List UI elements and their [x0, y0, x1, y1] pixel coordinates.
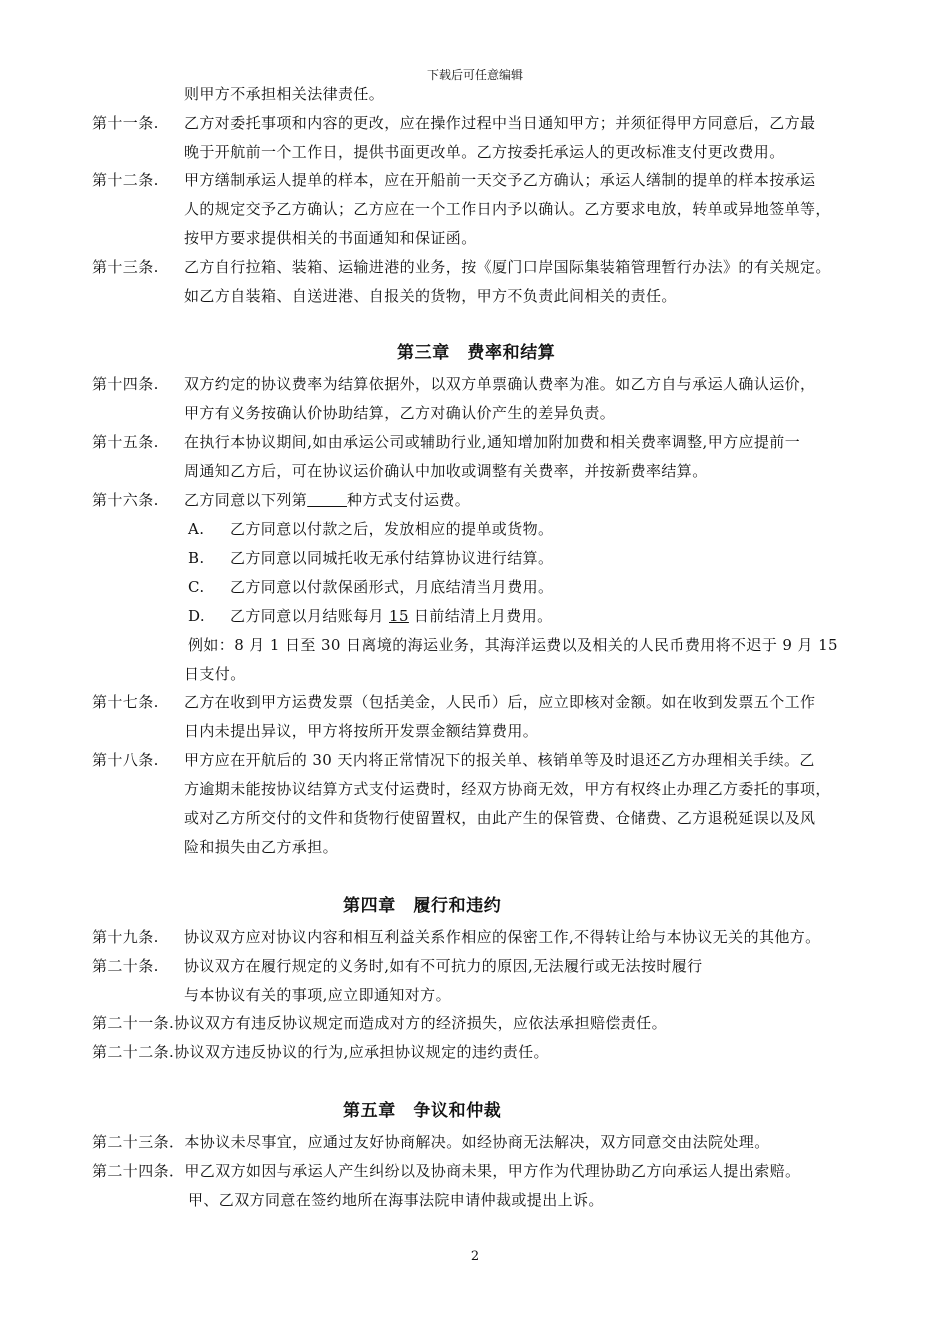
- text-line: 第二十四条．甲乙双方如因与承运人产生纠纷以及协商未果，甲方作为代理协助乙方向承运人提出索赔。: [92, 1162, 801, 1180]
- option-text: 乙方同意以付款保函形式，月底结清当月费用。: [230, 578, 554, 596]
- article-number: 第十一条.: [92, 114, 159, 132]
- text-line: 甲方缮制承运人提单的样本，应在开船前一天交予乙方确认；承运人缮制的提单的样本按承运: [184, 171, 816, 189]
- text-line: 甲方有义务按确认价协助结算，乙方对确认价产生的差异负责。: [184, 404, 616, 422]
- text-line: 乙方对委托事项和内容的更改，应在操作过程中当日通知甲方；并须征得甲方同意后，乙方最: [184, 114, 816, 132]
- chapter-heading: 第三章 费率和结算: [397, 343, 556, 363]
- text-line: 第二十一条.协议双方有违反协议规定而造成对方的经济损失，应依法承担赔偿责任。: [92, 1014, 667, 1032]
- text-line: 第二十三条．本协议未尽事宜，应通过友好协商解决。如经协商无法解决，双方同意交由法院处理。: [92, 1133, 770, 1151]
- text-line: [184, 490, 470, 510]
- blank-underline: [307, 491, 347, 509]
- text-line: 乙方在收到甲方运费发票（包括美金，人民币）后，应立即核对金额。如在收到发票五个工作: [184, 693, 816, 711]
- article-number: 第十九条.: [92, 928, 159, 946]
- text-line: 第二十二条.协议双方违反协议的行为,应承担协议规定的违约责任。: [92, 1043, 549, 1061]
- text-line: 例如：8 月 1 日至 30 日离境的海运业务，其海洋运费以及相关的人民币费用将不迟于 9 月 15: [188, 636, 838, 654]
- text-line: 晚于开航前一个工作日，提供书面更改单。乙方按委托承运人的更改标准支付更改费用。: [184, 143, 785, 161]
- text-fragment: 乙方同意以月结账每月: [230, 607, 385, 625]
- text-line: 甲、乙双方同意在签约地所在海事法院申请仲裁或提出上诉。: [188, 1191, 604, 1209]
- option-letter: D.: [188, 607, 206, 625]
- text-fragment: 乙方同意以下列第: [184, 491, 308, 509]
- text-line: 协议双方应对协议内容和相互利益关系作相应的保密工作,不得转让给与本协议无关的其他方。: [184, 928, 821, 946]
- article-number: 第十八条.: [92, 751, 159, 769]
- text-line: 日内未提出异议，甲方将按所开发票金额结算费用。: [184, 722, 539, 740]
- text-line: 按甲方要求提供相关的书面通知和保证函。: [184, 229, 477, 247]
- article-number: 第十六条.: [92, 491, 159, 509]
- article-number: 第十三条.: [92, 258, 159, 276]
- text-line: 则甲方不承担相关法律责任。: [184, 85, 385, 103]
- text-line: 甲方应在开航后的 30 天内将正常情况下的报关单、核销单等及时退还乙方办理相关手续。乙: [184, 751, 815, 769]
- page-number: 2: [470, 1249, 480, 1264]
- text-line: 周通知乙方后，可在协议运价确认中加收或调整有关费率，并按新费率结算。: [184, 462, 708, 480]
- text-line: 如乙方自装箱、自送进港、自报关的货物，甲方不负责此间相关的责任。: [184, 287, 677, 305]
- day-value: 15: [389, 607, 409, 625]
- text-line: 乙方自行拉箱、装箱、运输进港的业务，按《厦门口岸国际集装箱管理暂行办法》的有关规定。: [184, 258, 831, 276]
- option-text: [230, 606, 553, 626]
- chapter-heading: 第五章 争议和仲裁: [343, 1101, 502, 1121]
- text-line: 险和损失由乙方承担。: [184, 838, 339, 856]
- text-line: 日支付。: [184, 665, 246, 683]
- text-line: 与本协议有关的事项,应立即通知对方。: [184, 986, 451, 1004]
- option-letter: B.: [188, 549, 205, 567]
- option-letter: C.: [188, 578, 205, 596]
- text-line: 方逾期未能按协议结算方式支付运费时，经双方协商无效，甲方有权终止办理乙方委托的事项，: [184, 780, 831, 798]
- text-line: 或对乙方所交付的文件和货物行使留置权，由此产生的保管费、仓储费、乙方退税延误以及风: [184, 809, 816, 827]
- text-line: 在执行本协议期间,如由承运公司或辅助行业,通知增加附加费和相关费率调整,甲方应提前一: [184, 433, 801, 451]
- page-header: 下载后可任意编辑: [426, 68, 523, 82]
- chapter-heading: 第四章 履行和违约: [343, 896, 502, 916]
- article-number: 第十七条.: [92, 693, 159, 711]
- text-line: 双方约定的协议费率为结算依据外，以双方单票确认费率为准。如乙方自与承运人确认运价，: [184, 375, 816, 393]
- text-line: 协议双方在履行规定的义务时,如有不可抗力的原因,无法履行或无法按时履行: [184, 957, 703, 975]
- option-text: 乙方同意以付款之后，发放相应的提单或货物。: [230, 520, 554, 538]
- article-number: 第十四条.: [92, 375, 159, 393]
- article-number: 第十五条.: [92, 433, 159, 451]
- article-number: 第二十条.: [92, 957, 159, 975]
- text-fragment: 种方式支付运费。: [346, 491, 471, 509]
- text-line: 人的规定交予乙方确认；乙方应在一个工作日内予以确认。乙方要求电放，转单或异地签单等，: [184, 200, 831, 218]
- option-text: 乙方同意以同城托收无承付结算协议进行结算。: [230, 549, 554, 567]
- text-fragment: 日前结清上月费用。: [413, 607, 553, 625]
- option-letter: A.: [188, 520, 205, 538]
- article-number: 第十二条.: [92, 171, 159, 189]
